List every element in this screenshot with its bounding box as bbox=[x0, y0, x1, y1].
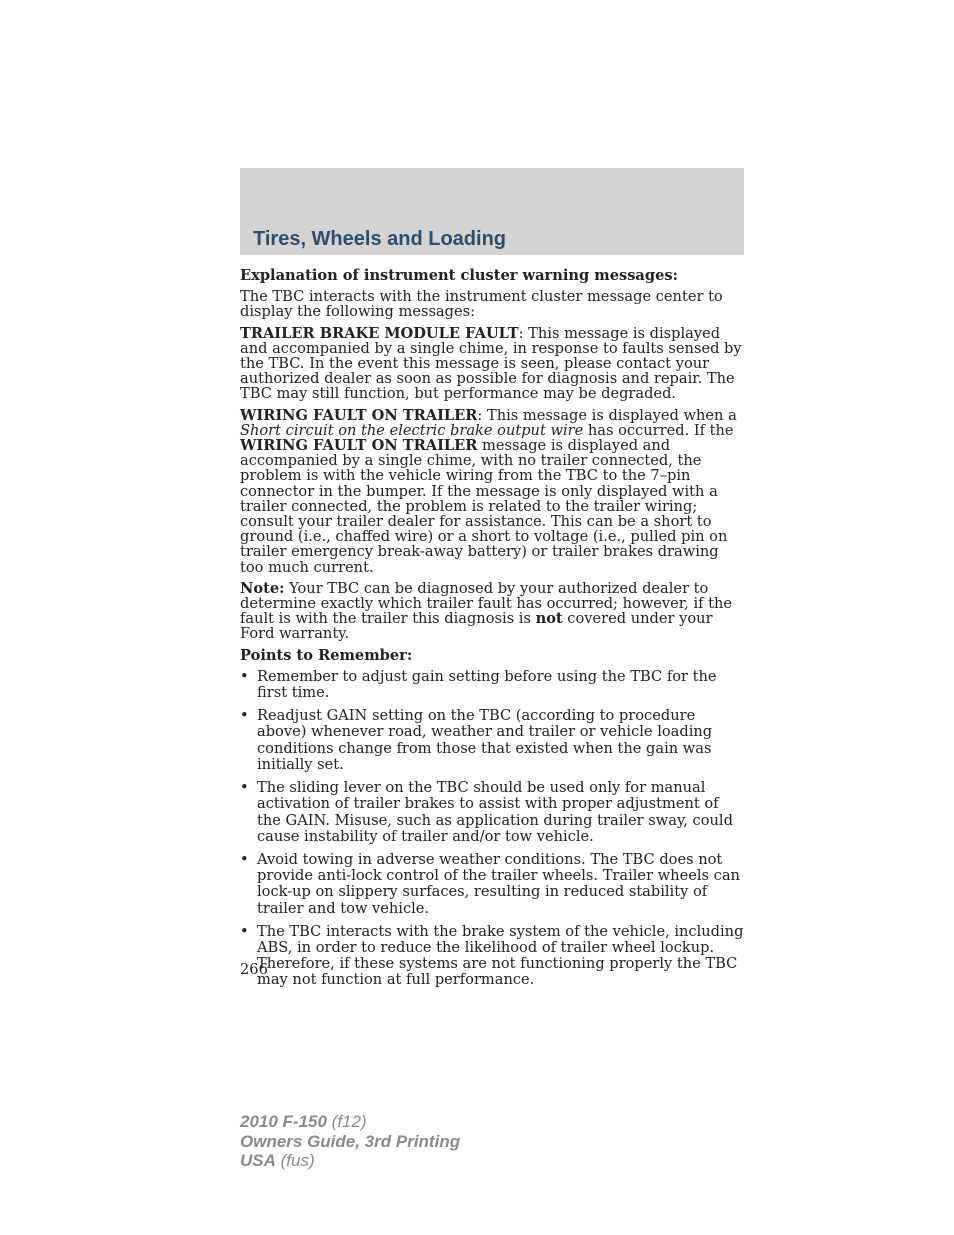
footer bbox=[240, 1112, 460, 1171]
bullet-icon: • bbox=[240, 667, 249, 685]
wiring-fault-paragraph bbox=[240, 408, 746, 575]
list-item bbox=[240, 669, 746, 701]
bullet-icon: • bbox=[240, 779, 249, 797]
list-item-text: Readjust GAIN setting on the TBC (according to procedure above) whenever road, weather and trailer or vehicle loading conditions change from those that existed when the gain was initially set. bbox=[257, 707, 713, 773]
list-item-text: The TBC interacts with the brake system of the vehicle, including ABS, in order to reduce the likelihood of trailer wheel lockup. Therefore, if these systems are not functioning properly the TBC may not function at full performance. bbox=[257, 922, 744, 989]
list-item bbox=[240, 924, 746, 989]
page-number: 266 bbox=[240, 961, 268, 978]
footer-line-1 bbox=[240, 1112, 460, 1132]
footer-line-2: Owners Guide, 3rd Printing bbox=[240, 1131, 461, 1151]
trailer-brake-module-fault-paragraph bbox=[240, 326, 746, 402]
main-content bbox=[240, 268, 746, 996]
note-text-a: Your TBC can be diagnosed by your authorized dealer to determine exactly which trailer fault has occurred; however, if the fault is with the trailer this diagnosis is bbox=[240, 579, 733, 628]
section-title: Tires, Wheels and Loading bbox=[253, 228, 507, 250]
points-list bbox=[240, 669, 746, 989]
list-item bbox=[240, 780, 746, 845]
list-item-text: The sliding lever on the TBC should be used only for manual activation of trailer brakes to assist with proper adjustment of the GAIN. Misuse, such as application during trailer sway, could cause instability of trailer and/or tow vehicle. bbox=[257, 779, 733, 845]
bullet-icon: • bbox=[240, 850, 249, 868]
trailer-brake-module-fault-label: TRAILER BRAKE MODULE FAULT bbox=[240, 324, 519, 342]
trailer-brake-module-fault-text: : This message is displayed and accompanied by a single chime, in response to faults sensed by the TBC. In the event this message is seen, please contact your authorized dealer as soon as possible for diagnosis and repair. The TBC may still function, but performance may be degraded. bbox=[240, 324, 742, 403]
wiring-fault-label: WIRING FAULT ON TRAILER bbox=[240, 406, 478, 424]
note-bold: not bbox=[535, 610, 563, 628]
note-label: Note: bbox=[240, 579, 285, 597]
list-item-text: Avoid towing in adverse weather conditions. The TBC does not provide anti-lock control of the trailer wheels. Trailer wheels can lock-up on slippery surfaces, resulting in reduced stability of trailer and tow vehicle. bbox=[257, 850, 740, 917]
bullet-icon: • bbox=[240, 707, 249, 725]
points-heading: Points to Remember: bbox=[240, 646, 413, 664]
explanation-heading: Explanation of instrument cluster warning messages: bbox=[240, 267, 678, 284]
wiring-fault-italic: Short circuit on the electric brake output wire bbox=[240, 421, 584, 439]
footer-market: USA bbox=[240, 1151, 276, 1170]
note-paragraph bbox=[240, 581, 746, 642]
list-item bbox=[240, 852, 746, 917]
list-item bbox=[240, 708, 746, 773]
footer-model-code: (f12) bbox=[326, 1112, 367, 1131]
intro-paragraph: The TBC interacts with the instrument cluster message center to display the following messages: bbox=[240, 288, 723, 321]
list-item-text: Remember to adjust gain setting before using the TBC for the first time. bbox=[257, 667, 717, 702]
note-text-b: covered under your Ford warranty. bbox=[240, 610, 713, 643]
wiring-fault-text-a: : This message is displayed when a bbox=[477, 406, 737, 424]
footer-market-code: (fus) bbox=[275, 1151, 315, 1170]
wiring-fault-label-b: WIRING FAULT ON TRAILER bbox=[240, 437, 478, 455]
wiring-fault-text-b: has occurred. If the bbox=[583, 421, 734, 439]
footer-model: 2010 F-150 bbox=[240, 1112, 327, 1131]
footer-line-3 bbox=[240, 1151, 460, 1171]
wiring-fault-text-c: message is displayed and accompanied by a single chime, with no trailer connected, the problem is with the vehicle wiring from the TBC to the 7–pin connector in the bumper. If the message is only displayed with a trailer connected, the problem is related to the trailer wiring; consult your trailer dealer for assistance. This can be a short to ground (i.e., chaffed wire) or a short to voltage (i.e., pulled pin on trailer emergency break-away battery) or trailer brakes drawing too much current. bbox=[240, 437, 728, 576]
bullet-icon: • bbox=[240, 922, 249, 940]
